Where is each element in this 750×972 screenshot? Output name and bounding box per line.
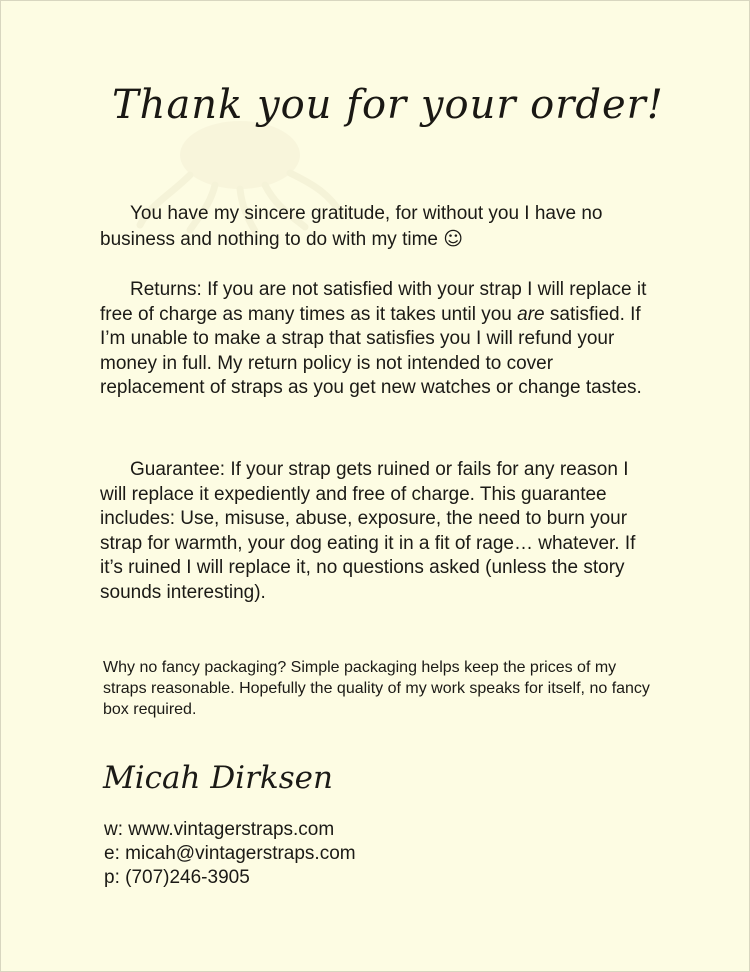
returns-text-before: Returns: If you are not satisfied with your strap I will replace it free of charge as many times as it takes until you <box>100 279 647 325</box>
intro-text: You have my sincere gratitude, for without you I have no business and nothing to do with my time <box>100 203 603 250</box>
returns-emphasis: are <box>517 303 545 325</box>
smiley-icon: ☺ <box>443 227 464 250</box>
returns-text-after: satisfied. If I’m unable to make a strap that satisfies you I will refund your money in full. My return policy is not intended to cover replacement of straps as you get new watches or change tastes. <box>100 303 642 398</box>
intro-paragraph <box>100 202 660 252</box>
packaging-paragraph: Why no fancy packaging? Simple packaging helps keep the prices of my straps reasonable. Hopefully the quality of my work speaks for itself, no fancy box required. <box>103 659 650 718</box>
letter-title: Thank you for your order! <box>112 82 664 128</box>
guarantee-paragraph <box>100 458 660 605</box>
guarantee-text: Guarantee: If your strap gets ruined or fails for any reason I will replace it expediently and free of charge. This guarantee includes: Use, misuse, abuse, exposure, the need to burn your strap for warmth, your dog eating it in a fit of rage… whatever. If it’s ruined I will replace it, no questions asked (unless the story sounds interesting). <box>100 459 636 603</box>
contact-email: e: micah@vintagerstraps.com <box>104 843 356 864</box>
contact-block <box>104 818 356 890</box>
contact-phone: p: (707)246-3905 <box>104 867 250 888</box>
returns-paragraph <box>100 278 660 401</box>
contact-web: w: www.vintagerstraps.com <box>104 819 335 840</box>
signature: Micah Dirksen <box>103 760 333 796</box>
